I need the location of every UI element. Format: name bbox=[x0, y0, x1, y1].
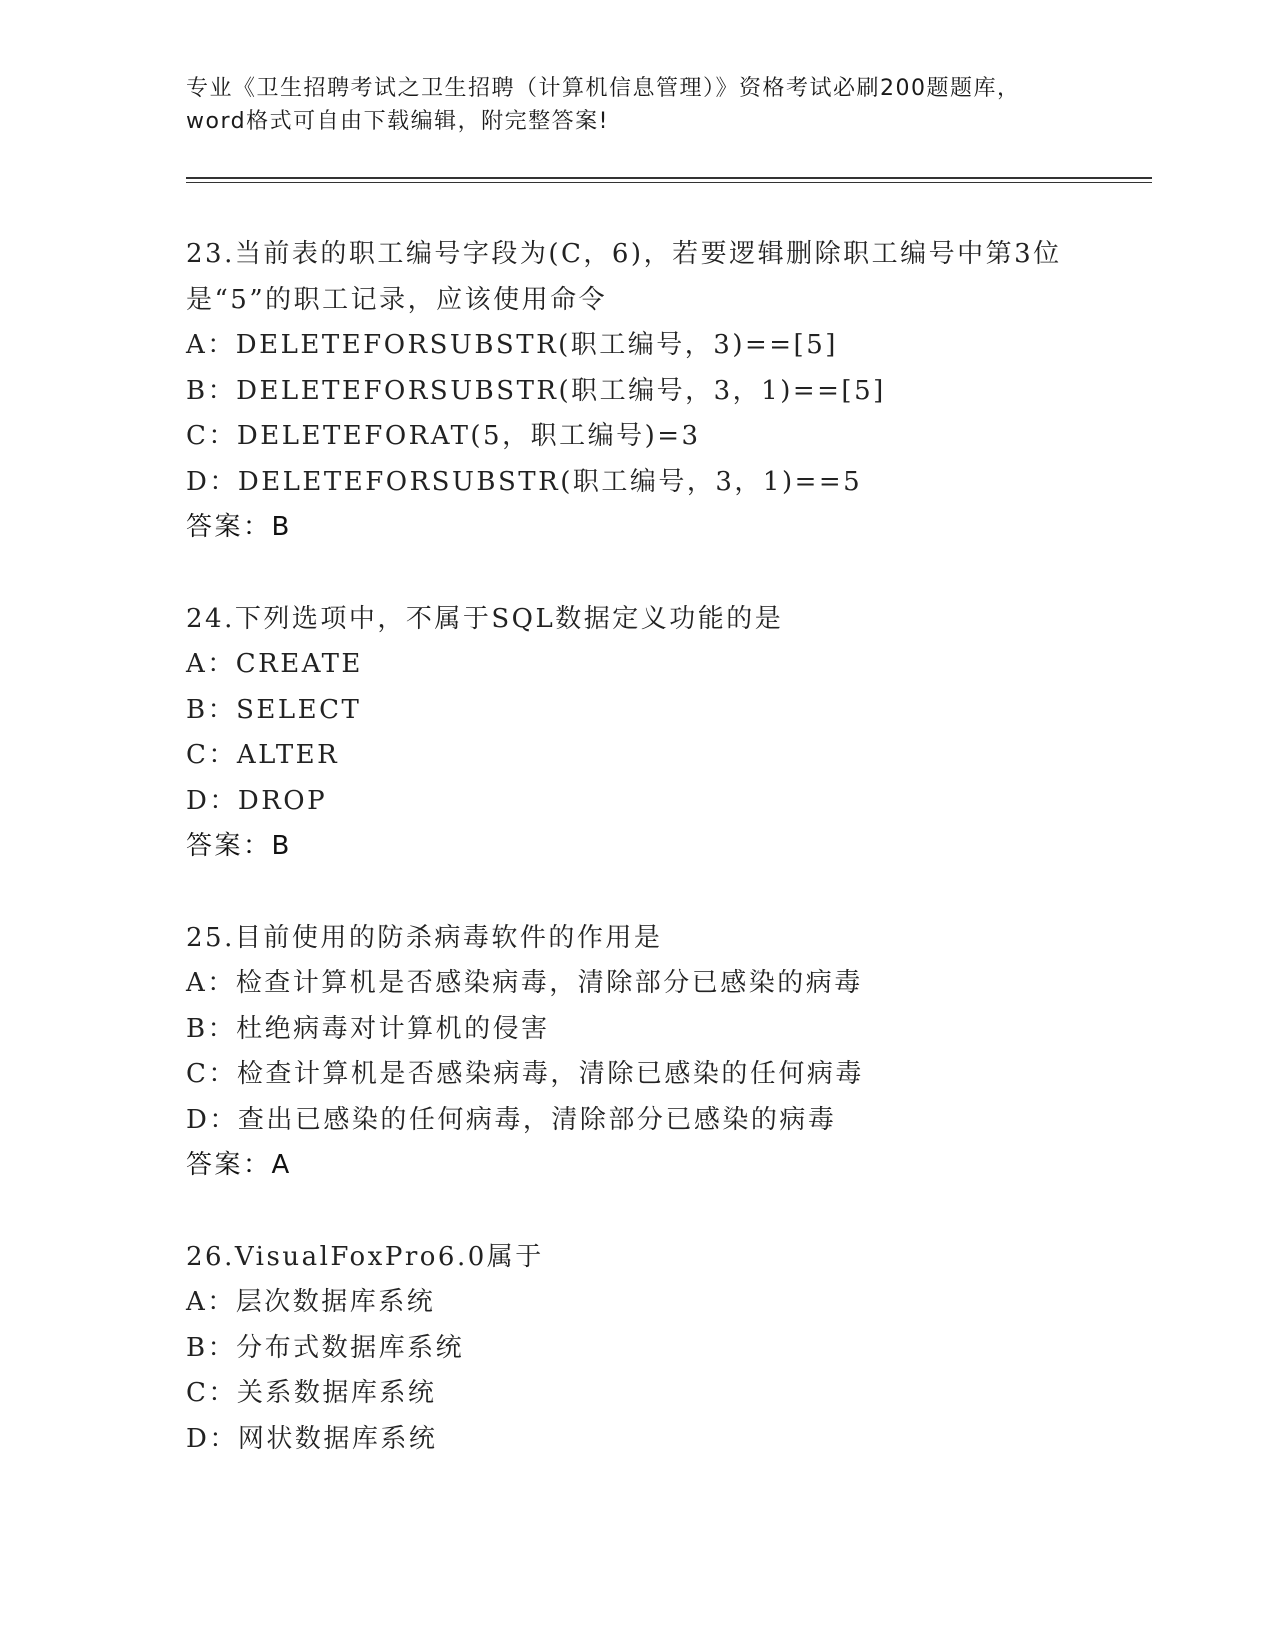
question-stem-line: 是“5”的职工记录，应该使用命令 bbox=[186, 284, 608, 315]
option-d: D：DROP bbox=[186, 785, 328, 816]
header-divider-top bbox=[186, 177, 1152, 179]
option-d: D：DELETEFORSUBSTR(职工编号，3，1)==5 bbox=[186, 466, 863, 497]
question-stem-line: 24.下列选项中，不属于SQL数据定义功能的是 bbox=[186, 603, 784, 634]
question-list bbox=[186, 232, 1146, 1508]
option-b: B：SELECT bbox=[186, 694, 362, 725]
option-b: B：杜绝病毒对计算机的侵害 bbox=[186, 1013, 550, 1044]
option-a: A：层次数据库系统 bbox=[186, 1287, 436, 1317]
option-c: C：ALTER bbox=[186, 740, 340, 770]
answer-label: 答案：B bbox=[186, 512, 292, 542]
option-b: B：DELETEFORSUBSTR(职工编号，3，1)==[5] bbox=[186, 375, 886, 406]
option-c: C：关系数据库系统 bbox=[186, 1378, 437, 1408]
question-stem-line: 23.当前表的职工编号字段为(C，6)，若要逻辑删除职工编号中第3位 bbox=[186, 239, 1062, 269]
question-25 bbox=[186, 916, 1146, 1189]
question-stem-line: 26.VisualFoxPro6.0属于 bbox=[186, 1241, 544, 1272]
answer-label: 答案：B bbox=[186, 831, 292, 861]
answer-label: 答案：A bbox=[186, 1150, 292, 1180]
question-24 bbox=[186, 597, 1146, 870]
document-header bbox=[186, 72, 1086, 138]
header-divider-bottom bbox=[186, 182, 1152, 183]
question-26 bbox=[186, 1235, 1146, 1463]
option-d: D：网状数据库系统 bbox=[186, 1423, 438, 1454]
question-stem-line: 25.目前使用的防杀病毒软件的作用是 bbox=[186, 922, 663, 953]
option-d: D：查出已感染的任何病毒，清除部分已感染的病毒 bbox=[186, 1104, 837, 1135]
header-line-2: word格式可自由下载编辑，附完整答案! bbox=[186, 109, 609, 134]
option-c: C：检查计算机是否感染病毒，清除已感染的任何病毒 bbox=[186, 1059, 864, 1089]
header-line-1: 专业《卫生招聘考试之卫生招聘（计算机信息管理）》资格考试必刷200题题库， bbox=[186, 76, 1021, 101]
option-c: C：DELETEFORAT(5，职工编号)=3 bbox=[186, 421, 701, 451]
question-23 bbox=[186, 232, 1146, 551]
option-b: B：分布式数据库系统 bbox=[186, 1332, 465, 1363]
option-a: A：检查计算机是否感染病毒，清除部分已感染的病毒 bbox=[186, 968, 863, 998]
option-a: A：DELETEFORSUBSTR(职工编号，3)==[5] bbox=[186, 330, 838, 360]
option-a: A：CREATE bbox=[186, 649, 363, 679]
